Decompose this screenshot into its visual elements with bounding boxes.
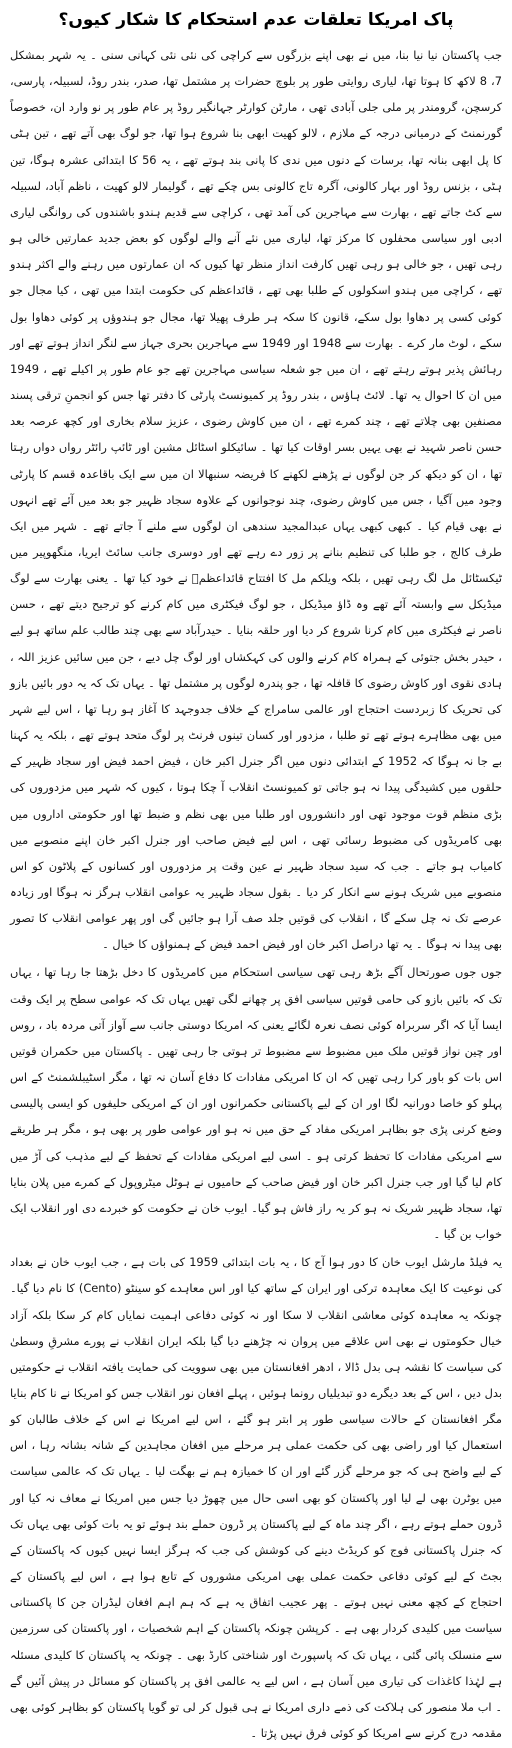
- article-headline: پاک امریکا تعلقات عدم استحکام کا شکار کیوں؟: [58, 10, 454, 30]
- article-paragraph-2: جوں جوں صورتحال آگے بڑھ رہی تھی سیاسی استحکام میں کامریڈوں کا دخل بڑھتا جا رہا تھا ، یہاں تک کہ بائیں بازو کی حامی قوتیں سیاسی افق پر چھانے لگی تھیں یہاں تک کہ عوامی سطح پر ایک وقت ایسا آیا کہ اگر سربراہ کوئی نصف نعرہ لگائے یعنی کہ امریکا دوستی جانب سے آواز آتی مردہ باد ، روس اور چین نواز قوتیں ملک میں مضبوط سے مضبوط تر ہوتی جا رہی تھیں ۔ پاکستان میں حکمران قوتیں اس بات کو باور کرا رہی تھیں کہ ان کا امریکی مفادات کا دفاع آسان نہ تھا ، مگر اسٹیبلشمنٹ کے اس پہلو کو خاصا دورانیہ لگا اور ان کے لیے پاکستانی حکمرانوں اور ان کے امریکی حلیفوں کو ایسی پالیسی وضع کرنی پڑی جو بظاہر امریکی مفاد کے حق میں نہ ہو اور عوامی طور پر بھی ہو ، مگر ہر طریقے سے امریکی مفادات کا تحفظ کرتی ہو ۔ اسی لیے امریکی مفادات کے تحفظ کے لیے مذہب کی آڑ میں کام لیا گیا اور جب جنرل اکبر خان اور فیض صاحب کے حامیوں نے ہوٹل میٹروپول کے کمرے میں پلان بنایا تھا، سجاد ظہیر شریک نہ ہو کر یہ راز فاش ہو گیا۔ ایوب خان نے حکومت کو خبردے دی اور انقلاب ایک خواب بن گیا ۔: [10, 965, 502, 1242]
- article-paragraph-3: یہ فیلڈ مارشل ایوب خان کا دور ہوا آج کا ، یہ بات ابتدائی 1959 کی بات ہے ، جب ایوب خان نے بغداد کی نوعیت کا ایک معاہدہ ترکی اور ایران کے ساتھ کیا اور اس معاہدے کو سینٹو (Cento) کا نام دیا گیا۔ چونکہ یہ معاہدہ کوئی معاشی انقلاب لا سکا اور نہ کوئی دفاعی اہمیت نمایاں کام کر سکا بلکہ آزاد خیال حکومتوں نے بھی اس علاقے میں پروان نہ چڑھنے دیا گیا بلکہ ایران انقلاب نے پورے مشرقِ وسطیٰ کی سیاست کا نقشہ ہی بدل ڈالا ، ادھر افغانستان میں بھی سوویت کی حمایت یافتہ انقلاب نے حکومتیں بدل دیں ، اس کے بعد دیگرے دو تبدیلیاں رونما ہوئیں ، پہلے افغان نور انقلاب جس کو امریکا نے نا کام بنایا مگر افغانستان کے حالات سیاسی طور پر ابتر ہو گئے ، اس لیے امریکا نے اس کے خلاف طالبان کو استعمال کیا اور راضی بھی کی حکمت عملی ہر مرحلے میں افغان مجاہدین کے شانہ بشانہ رہا ، اس کے لیے واضح ہی کہ جو مرحلے گزر گئے اور ان کا خمیازہ ہم نے بھگت لیا ۔ یہاں تک کہ عالمی سیاست میں یوٹرن بھی لے لیا اور پاکستان کو بھی اسی حال میں چھوڑ دیا جس میں امریکا نے معاف نہ کیا اور ڈرون حملے ہوتے رہے ، اگر چند ماہ کے لیے پاکستان پر ڈرون حملے بند ہوئے تو یہ بات کوئی بھی یہاں تک کہ جنرل پاکستانی فوج کو کریڈٹ دینے کی کوشش کی جب کہ ہرگز ایسا نہیں کیوں کہ پاکستان کے بجٹ کے لیے کوئی دفاعی حکمت عملی بھی امریکی مشوروں کے تابع ہوا ہے ، اس لیے پاکستان کے احتجاج کے کچھ معنی نہیں ہوتے ۔ پھر عجیب اتفاق یہ ہے کہ ہم اہم افغان لیڈران جن کا پاکستانی سیاست میں کلیدی کردار بھی ہے ۔ کرپشن چونکہ پاکستان کے اہم شخصیات ، اور پاکستان کی سرزمین سے منسلک پائی گئی ، یہاں تک کہ پاسپورٹ اور شناختی کارڈ بھی ۔ چونکہ یہ پاکستان کا کلیدی مسئلہ ہے لہٰذا کاغذات کی تیاری میں آسان ہے ، اس لیے یہ عالمی افق پر پاکستان کو مسائل در پیش آئیں گے ۔ اب ملا منصور کی ہلاکت کی ذمے داری امریکا نے ہی قبول کر لی تو گویا پاکستان کو بظاہر کوئی بھی مقدمہ درج کرنے سے امریکا کو کوئی فرق نہیں پڑتا ۔: [10, 1255, 503, 1740]
- article-body: [10, 42, 502, 1746]
- article-paragraph-1: جب پاکستان نیا نیا بنا، میں نے بھی اپنے بزرگوں سے کراچی کی نئی نئی کہانی سنی ۔ یہ شہر بمشکل 7، 8 لاکھ کا ہوتا تھا، لیاری روایتی طور پر بلوچ حضرات پر مشتمل تھا، صدر، بندر روڈ، لسبیلہ، پارسی، کرسچن، گرومندر پر ملی جلی آبادی تھی ، مارٹن کوارٹر جہانگیر روڈ پر عام طور پر نو وارد ان، خصوصاً گورنمنٹ کے درمیانی درجہ کے ملازم ، لالو کھیت ابھی بنا شروع ہوا تھا، جو لوگ بھی آتے تھے ، تین ہٹی کا پل ابھی بنانہ تھا، برسات کے دنوں میں ندی کا پانی بند ہوتے تھے ، یہ 56 کا ابتدائی عشرہ ہوگا، تین ہٹی ، بزنس روڈ اور بہار کالونی، آگرہ تاج کالونی بس چکے تھے ، گولیمار لالو کھیت ، ناظم آباد، لسبیلہ سے کٹ جاتے تھے ، بھارت سے مہاجرین کی آمد تھی ، کراچی سے قدیم ہندو باشندوں کی روانگی لیاری ادبی اور سیاسی محفلوں کا مرکز تھا، لیاری میں نئے آنے والے لوگوں کو بعض جدید عمارتیں خالی ہو رہی تھیں ، جو خالی ہو رہی تھیں کارفت انداز منظر تھا کیوں کہ ان عمارتوں میں رہنے والے اکثر ہندو تھے ، کراچی میں ہندو اسکولوں کے طلبا بھی تھے ، قائداعظم کی حکومت ابتدا میں تھی ، کیا مجال جو کوئی کسی پر دھاوا بول سکے، قانون کا سکہ ہر طرف پھیلا تھا، مجال جو ہندوؤں پر کوئی دھاوا بول سکے ، لوٹ مار کرے ۔ بھارت سے 1948 اور 1949 سے مہاجرین بحری جہاز سے لنگر انداز ہوتے تھے اور رہائش پذیر ہوتے رہتے تھے ، ان میں جو شعلہ سیاسی مہاجرین تھے جو عام طور پر اکیلے تھے ، 1949 میں ان کا احوال یہ تھا۔ لائٹ ہاؤس ، بندر روڈ پر کمیونسٹ پارٹی کا دفتر تھا جس کو انجمنِ ترقی پسند مصنفین بھی چلاتے تھے ، چند کمرے تھے ، ان میں کاوش رضوی ، عزیز سلام بخاری اور کچھ عرصہ بعد حسن ناصر شہید نے بھی یہیں بسر اوقات کیا تھا ۔ سائیکلو اسٹائل مشین اور ٹائپ رائٹر رواں دواں رہتا تھا ، ان کو دیکھ کر جن لوگوں نے پڑھنے لکھنے کا فریضہ سنبھالا ان میں سے ایک باقاعدہ قسم کا پارٹی وجود میں آگیا ، جس میں کاوش رضوی، چند نوجوانوں کے علاوہ سجاد ظہیر جو بعد میں آئے تھے انہوں نے بھی قیام کیا ۔ کبھی کبھی یہاں عبدالمجید سندھی ان لوگوں سے ملنے آ جاتے تھے ۔ شہر میں ایک طرف کالج ، جو طلبا کی تنظیم بنانے پر زور دے رہے تھے اور دوسری جانب سائٹ ایریا، منگھوپیر میں ٹیکسٹائل مل لگ رہی تھیں ، بلکہ ویلکم مل کا افتتاح قائداعظمؒ نے خود کیا تھا ۔ یعنی بھارت سے لوگ میڈیکل سے وابستہ آئے تھے وہ ڈاؤ میڈیکل ، جو لوگ فیکٹری میں کام کرنے کو ترجیح دیتے تھے ، حسن ناصر نے فیکٹری میں کام کرنا شروع کر دیا اور حلقہ بنایا ۔ حیدرآباد سے بھی چند طالب علم ساتھ ہو لیے ، حیدر بخش جتوئی کے ہمراہ کام کرنے والوں کی کہکشاں اور لوگ چل دیے ، جن میں سائیں عزیز اللہ ، ہادی نقوی اور کاوش رضوی کا قافلہ تھا ، جو پندرہ لوگوں پر مشتمل تھا ۔ یہاں تک کہ یہ دور بائیں بازو کی تحریک کا زبردست احتجاج اور عالمی سامراج کے خلاف جدوجہد کا آغاز ہو رہا تھا ، اس لیے شہر میں بھی مظاہرے ہوتے تھے تو طلبا ، مزدور اور کسان تینوں فرنٹ پر لوگ متحد ہوتے تھے ، بلکہ یہ کہنا بے جا نہ ہوگا کہ 1952 کے ابتدائی دنوں میں اگر جنرل اکبر خان ، فیض احمد فیض اور سجاد ظہیر کے حلقوں میں کشیدگی پیدا نہ ہو جاتی تو کمیونسٹ انقلاب آ چکا ہوتا ، کیوں کہ شہر میں مزدوروں کی بڑی منظم قوت موجود تھی اور دانشوروں اور طلبا میں بھی نظم و ضبط تھا اور حکومتی اداروں میں بھی کامریڈوں کی مضبوط رسائی تھی ، اس لیے فیض صاحب اور جنرل اکبر خان اپنے منصوبے میں کامیاب ہو جاتے ۔ جب کہ سید سجاد ظہیر نے عین وقت پر مزدوروں اور کسانوں کے پلاٹون کو اس منصوبے میں شریک ہونے سے انکار کر دیا ۔ بقول سجاد ظہیر یہ عوامی انقلاب ہرگز نہ ہوگا اور زیادہ عرصے تک نہ چل سکے گا ، انقلاب کی قوتیں جلد صف آرا ہو جائیں گی اور پھر عوامی انقلاب کا تصور بھی پیدا نہ ہوگا ۔ یہ تھا دراصل اکبر خان اور فیض احمد فیض کے ہمنواؤں کا خیال ۔: [10, 48, 502, 952]
